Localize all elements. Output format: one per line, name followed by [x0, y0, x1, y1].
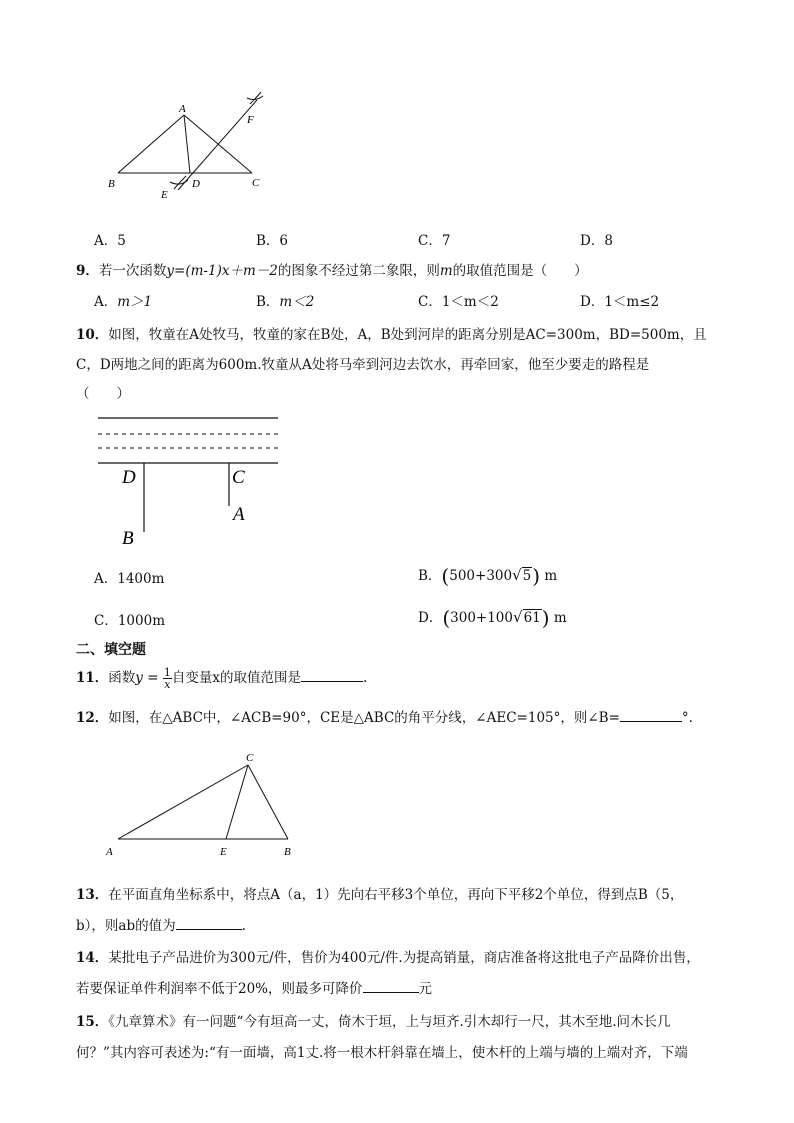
label-d: D: [192, 178, 200, 190]
label-a: A: [179, 103, 186, 115]
q9-stem: 9．若一次函数y=(m-1)x＋m－2的图象不经过第二象限，则m的取值范围是（ ）: [76, 263, 588, 279]
figure-q10-river: [94, 410, 284, 550]
q11-answer-blank[interactable]: [301, 667, 363, 682]
q12-answer-blank[interactable]: [620, 707, 682, 722]
q9-option-a: A．m＞1: [94, 294, 153, 310]
q10-line2: C，D两地之间的距离为600m.牧童从A处将马牵到河边去饮水，再牵回家，他至少要走的路程是: [76, 357, 650, 373]
label-b: B: [284, 846, 291, 858]
q13-line1: 13．在平面直角坐标系中，将点A（a，1）先向右平移3个单位，再向下平移2个单位，得到点B（5，: [76, 887, 684, 903]
q10-option-d: D．(300+100√61) m: [418, 606, 567, 630]
q13-answer-blank[interactable]: [176, 915, 242, 930]
label-f: F: [247, 114, 254, 126]
q8-option-d: D．8: [580, 233, 613, 249]
q10-line1: 10．如图，牧童在A处牧马，牧童的家在B处，A，B处到河岸的距离分别是AC=300m，BD=500m，且: [76, 327, 707, 343]
q15-line2: 何？”其内容可表述为:“有一面墙，高1丈.将一根木杆斜靠在墙上，使木杆的上端与墙的上端对齐，下端: [76, 1045, 688, 1061]
figure-q12-triangle: [100, 745, 300, 863]
q8-option-b: B．6: [256, 233, 289, 249]
label-e: E: [220, 846, 227, 858]
q15-line1: 15．《九章算术》有一问题“今有垣高一丈，倚木于垣，上与垣齐.引木却行一尺，其木至地.问木长几: [76, 1014, 671, 1030]
segment-ef: [178, 100, 257, 190]
q14-line2: 若要保证单件利润率不低于20%，则最多可降价 元: [76, 977, 432, 997]
q9-option-d: D．1＜m≤2: [580, 294, 660, 310]
label-c: C: [232, 467, 245, 488]
q9-option-b: B．m＜2: [256, 294, 315, 310]
q10-option-b: B．(500+300√5) m: [418, 564, 558, 588]
q9-option-c: C．1＜m＜2: [418, 294, 499, 310]
label-b: B: [108, 178, 115, 190]
q13-line2: b），则ab的值为 .: [76, 914, 246, 934]
segment-ac: [118, 765, 248, 839]
q11-stem: 11．函数y = $\frac{1}{x}$ 自变量x的取值范围是 .: [76, 666, 368, 691]
q14-line1: 14．某批电子产品进价为300元/件，售价为400元/件.为提高销量，商店准备将这批电子产品降价出售，: [76, 950, 700, 966]
label-a: A: [106, 846, 113, 858]
q8-option-a: A．5: [94, 233, 126, 249]
q10-line3: （ ）: [76, 386, 130, 402]
label-c: C: [252, 177, 260, 189]
label-b: B: [122, 528, 134, 549]
section-title-fill-in: 二、填空题: [76, 642, 146, 658]
q10-option-c: C．1000m: [94, 613, 166, 629]
label-c: C: [246, 752, 254, 764]
segment-ad: [184, 115, 190, 173]
label-d: D: [122, 467, 136, 488]
figure-q8-triangle: [100, 90, 280, 205]
label-a: A: [233, 504, 245, 525]
segment-bc: [248, 765, 288, 839]
q8-option-c: C．7: [418, 233, 451, 249]
q12-stem: 12．如图，在△ABC中，∠ACB=90°，CE是△ABC的角平分线，∠AEC=105°，则∠B= °.: [76, 706, 693, 726]
segment-ab: [118, 115, 184, 173]
q14-answer-blank[interactable]: [363, 978, 419, 993]
label-e: E: [161, 189, 168, 201]
q10-option-a: A．1400m: [94, 571, 165, 587]
